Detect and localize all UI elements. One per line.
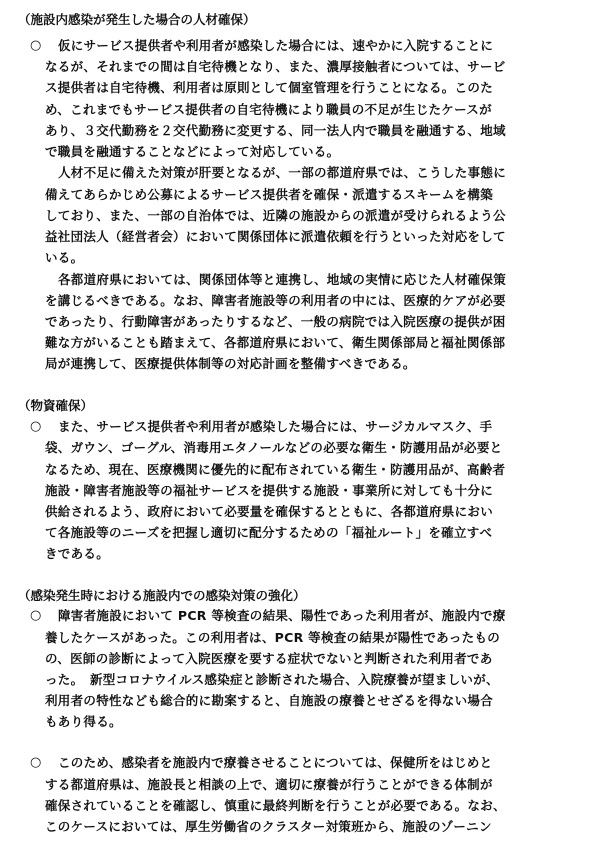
section-heading: （施設内感染が発生した場合の人材確保） bbox=[18, 12, 256, 27]
section-heading: （物資確保） bbox=[18, 398, 94, 413]
text-line: 袋、ガウン、ゴーグル、消毒用エタノールなどの必要な衛生・防護用品が必要と bbox=[45, 440, 503, 455]
bullet-circle-icon: ○ bbox=[30, 608, 42, 623]
text-line: このケースにおいては、厚生労働省のクラスター対策班から、施設のゾーニン bbox=[45, 819, 492, 834]
text-line: 益社団法人（経営者会）において関係団体に派遣依頼を行うといった対応をして bbox=[45, 229, 506, 244]
text-line: った。 新型コロナウイルス感染症と診断された場合、入院療養が望ましいが、 bbox=[45, 672, 499, 687]
text-line: あり、３交代勤務を２交代勤務に変更する、同一法人内で職員を融通する、地域 bbox=[45, 123, 506, 138]
text-line: であったり、行動障害があったりするなど、一般の病院では入院医療の提供が困 bbox=[45, 314, 506, 329]
text-line: め、これまでもサービス提供者の自宅待機により職員の不足が生じたケースが bbox=[45, 102, 492, 117]
text-line: 難な方がいることも踏まえて、各都道府県において、衛生関係部局と福祉関係部 bbox=[45, 335, 506, 350]
text-line: このため、感染者を施設内で療養させることについては、保健所をはじめと bbox=[58, 755, 493, 770]
text-line: で職員を融通することなどによって対応している。 bbox=[45, 144, 340, 159]
section-heading: （感染発生時における施設内での感染対策の強化） bbox=[18, 588, 306, 603]
text-line: なるため、現在、医療機関に優先的に配布されている衛生・防護用品が、高齢者 bbox=[45, 462, 506, 477]
text-line: ス提供者は自宅待機、利用者は原則として個室管理を行うことになる。このた bbox=[45, 80, 494, 95]
bullet-circle-icon: ○ bbox=[30, 419, 42, 434]
text-line: 仮にサービス提供者や利用者が感染した場合には、速やかに入院することに bbox=[58, 38, 494, 53]
text-line: 人材不足に備えた対策が肝要となるが、一部の都道府県では、こうした事態に bbox=[58, 165, 507, 180]
bullet-circle-icon: ○ bbox=[30, 38, 42, 53]
text-line: を講じるべきである。なお、障害者施設等の利用者の中には、医療的ケアが必要 bbox=[45, 293, 506, 308]
text-line: 施設・障害者施設等の福祉サービスを提供する施設・事業所に対しても十分に bbox=[45, 483, 494, 498]
text-line: また、サービス提供者や利用者が感染した場合には、サージカルマスク、手 bbox=[58, 419, 493, 434]
text-line: の、医師の診断によって入院医療を要する症状でないと判断された利用者であ bbox=[45, 651, 493, 666]
text-line: する都道府県は、施設長と相談の上で、適切に療養が行うことができる体制が bbox=[45, 777, 493, 792]
text-line: て各施設等のニーズを把握し適切に配分するための「福祉ルート」を確立すべ bbox=[45, 525, 493, 540]
text-line: 各都道府県においては、関係団体等と連携し、地域の実情に応じた人材確保策 bbox=[58, 272, 507, 287]
text-line: 供給されるよう、政府において必要量を確保するとともに、各都道府県におい bbox=[45, 504, 494, 519]
text-line: 養したケースがあった。この利用者は、PCR 等検査の結果が陽性であったもの bbox=[45, 630, 501, 645]
text-line: もあり得る。 bbox=[45, 714, 122, 729]
text-line: 備えてあらかじめ公募によるサービス提供者を確保・派遣するスキームを構築 bbox=[45, 187, 494, 202]
text-line: 障害者施設において PCR 等検査の結果、陽性であった利用者が、施設内で療 bbox=[58, 608, 506, 623]
text-line: 利用者の特性なども総合的に勘案すると、自施設の療養とせざるを得ない場合 bbox=[45, 693, 494, 708]
bullet-circle-icon: ○ bbox=[30, 755, 42, 770]
text-line: 局が連携して、医療提供体制等の対応計画を整備すべきである。 bbox=[45, 356, 416, 371]
text-line: しており、また、一部の自治体では、近隣の施設からの派遣が受けられるよう公 bbox=[45, 208, 506, 223]
text-line: 確保されていることを確認し、慎重に最終判断を行うことが必要である。なお、 bbox=[45, 798, 506, 813]
text-line: なるが、それまでの間は自宅待機となり、また、濃厚接触者については、サービ bbox=[45, 59, 506, 74]
text-line: いる。 bbox=[45, 250, 84, 265]
text-line: きである。 bbox=[45, 546, 110, 561]
